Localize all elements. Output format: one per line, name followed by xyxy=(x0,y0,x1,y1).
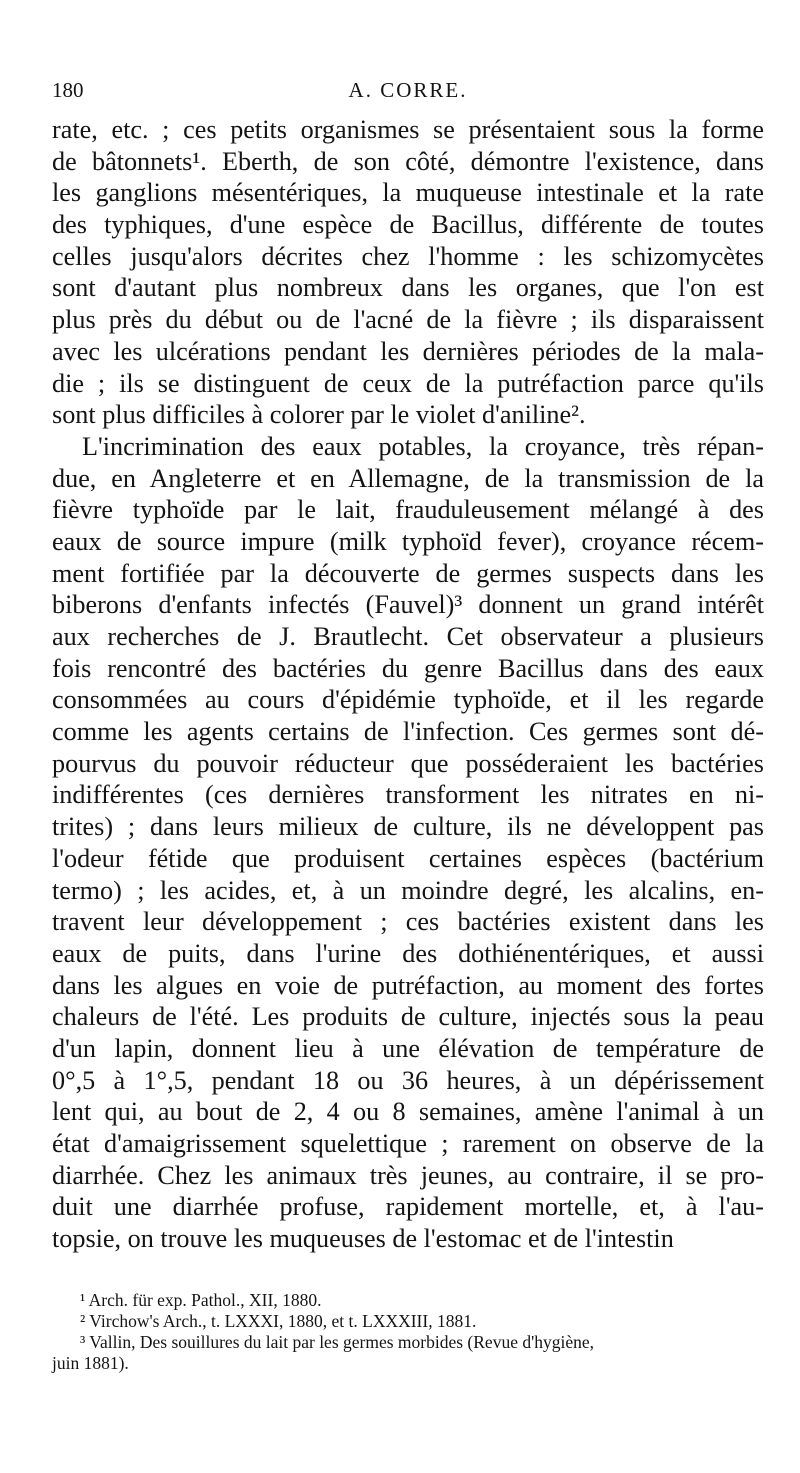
footnote-2: ² Virchow's Arch., t. LXXXI, 1880, et t. LXXXIII, 1881. xyxy=(80,1311,477,1331)
text-line: biberons d'enfants infectés (Fauvel)³ donnent un grand intérêt xyxy=(52,590,764,620)
text-line: termo) ; les acides, et, à un moindre degré, les alcalins, en- xyxy=(52,875,764,905)
text-line: eaux de puits, dans l'urine des dothiénentériques, et aussi xyxy=(52,938,764,968)
text-line: topsie, on trouve les muqueuses de l'estomac et de l'intestin xyxy=(52,1224,674,1254)
text-line: chaleurs de l'été. Les produits de culture, injectés sous la peau xyxy=(52,1002,764,1032)
footnote-3-continued: juin 1881). xyxy=(52,1353,129,1373)
text-line: travent leur développement ; ces bactéries existent dans les xyxy=(52,907,764,937)
text-line: rate, etc. ; ces petits organismes se présentaient sous la forme xyxy=(52,115,764,144)
text-line: duit une diarrhée profuse, rapidement mortelle, et, à l'au- xyxy=(52,1192,764,1222)
running-head: A. CORRE. xyxy=(348,78,468,102)
text-line: indifférentes (ces dernières transforment les nitrates en ni- xyxy=(52,780,764,810)
text-line: fièvre typhoïde par le lait, frauduleusement mélangé à des xyxy=(52,495,764,525)
footnotes xyxy=(52,1290,764,1374)
text-line: 0°,5 à 1°,5, pendant 18 ou 36 heures, à un dépérissement xyxy=(52,1065,764,1095)
text-line: état d'amaigrissement squelettique ; rarement on observe de la xyxy=(52,1129,764,1158)
text-line: plus près du début ou de l'acné de la fièvre ; ils disparaissent xyxy=(52,305,764,335)
text-line: aux recherches de J. Brautlecht. Cet observateur a plusieurs xyxy=(52,622,764,651)
body-text xyxy=(52,114,764,1255)
text-line: trites) ; dans leurs milieux de culture, ils ne développent pas xyxy=(52,812,764,842)
text-line: fois rencontré des bactéries du genre Bacillus dans des eaux xyxy=(52,653,764,683)
text-line: L'incrimination des eaux potables, la croyance, très répan- xyxy=(82,431,764,461)
book-page xyxy=(52,0,764,1473)
text-line: sont d'autant plus nombreux dans les organes, que l'on est xyxy=(52,273,764,303)
text-line: due, en Angleterre et en Allemagne, de la transmission de la xyxy=(52,463,764,493)
text-line: comme les agents certains de l'infection. Ces germes sont dé- xyxy=(52,717,764,747)
text-line: les ganglions mésentériques, la muqueuse intestinale et la rate xyxy=(52,178,764,208)
text-line: avec les ulcérations pendant les dernières périodes de la mala- xyxy=(52,336,764,366)
text-line: sont plus difficiles à colorer par le violet d'aniline². xyxy=(52,400,586,430)
text-line: des typhiques, d'une espèce de Bacillus, différente de toutes xyxy=(52,210,764,240)
text-line: diarrhée. Chez les animaux très jeunes, au contraire, il se pro- xyxy=(52,1160,764,1190)
text-line: die ; ils se distinguent de ceux de la putréfaction parce qu'ils xyxy=(52,368,764,398)
text-line: consommées au cours d'épidémie typhoïde, et il les regarde xyxy=(52,685,764,715)
footnote-3: ³ Vallin, Des souillures du lait par les germes morbides (Revue d'hygiène, xyxy=(80,1332,595,1352)
text-line: ment fortifiée par la découverte de germes suspects dans les xyxy=(52,558,764,588)
text-line: lent qui, au bout de 2, 4 ou 8 semaines, amène l'animal à un xyxy=(52,1097,764,1127)
page-header xyxy=(52,78,764,106)
text-line: dans les algues en voie de putréfaction, au moment des fortes xyxy=(52,970,764,1000)
text-line: l'odeur fétide que produisent certaines espèces (bactérium xyxy=(52,843,764,873)
footnote-1: ¹ Arch. für exp. Pathol., XII, 1880. xyxy=(80,1290,322,1310)
text-line: d'un lapin, donnent lieu à une élévation de température de xyxy=(52,1033,764,1063)
text-line: celles jusqu'alors décrites chez l'homme : les schizomycètes xyxy=(52,241,764,271)
text-line: eaux de source impure (milk typhoïd fever), croyance récem- xyxy=(52,526,764,556)
text-line: de bâtonnets¹. Eberth, de son côté, démontre l'existence, dans xyxy=(52,146,764,176)
text-line: pourvus du pouvoir réducteur que posséderaient les bactéries xyxy=(52,748,764,778)
page-number: 180 xyxy=(52,78,84,102)
